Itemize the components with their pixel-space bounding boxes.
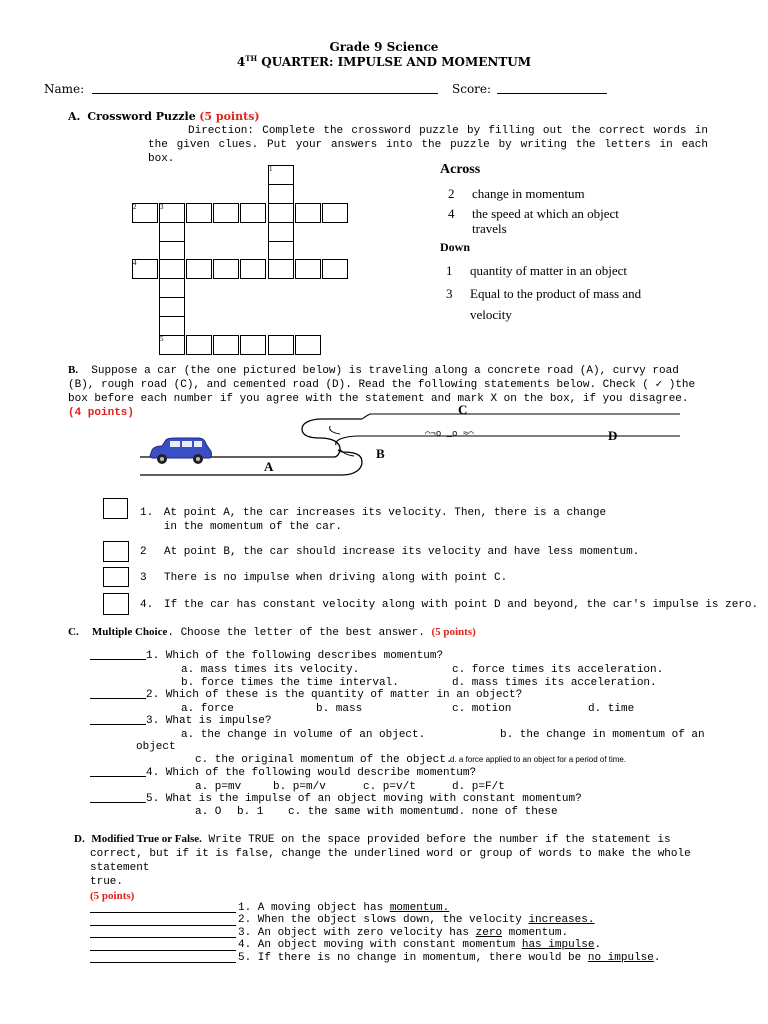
crossword-cell[interactable] bbox=[213, 203, 239, 223]
across-clue: 2 change in momentum bbox=[448, 186, 585, 201]
section-a-direction: Direction: Complete the crossword puzzle by filling out the correct words in the given clues. Put your answers into the puzzle by writing the letters in each box. bbox=[148, 125, 708, 165]
document-title: Grade 9 Science bbox=[329, 40, 439, 54]
question: 5. What is the impulse of an object moving with constant momentum? bbox=[146, 793, 582, 805]
clue-number: 4 bbox=[133, 259, 137, 267]
option[interactable]: d. mass times its acceleration. bbox=[452, 677, 657, 689]
answer-blank[interactable] bbox=[90, 724, 146, 725]
answer-blank[interactable] bbox=[90, 802, 146, 803]
section-a-heading: A. Crossword Puzzle (5 points) bbox=[68, 110, 260, 123]
crossword-cell[interactable] bbox=[268, 184, 294, 204]
crossword-cell[interactable] bbox=[322, 259, 348, 279]
question: 3. What is impulse? bbox=[146, 715, 272, 727]
option[interactable]: b. p=m/v bbox=[273, 781, 326, 793]
crossword-cell[interactable] bbox=[240, 335, 266, 355]
option[interactable]: b. the change in momentum of an bbox=[500, 729, 705, 741]
option[interactable]: a. O bbox=[195, 806, 222, 818]
section-c-heading: C. Multiple Choice. Choose the letter of the best answer. (5 points) bbox=[68, 626, 476, 639]
crossword-cell[interactable] bbox=[322, 203, 348, 223]
road-diagram bbox=[140, 400, 690, 490]
option[interactable]: a. the change in volume of an object. bbox=[181, 729, 426, 741]
option-wrap: object bbox=[136, 741, 176, 753]
option[interactable]: d. none of these bbox=[452, 806, 558, 818]
crossword-cell[interactable] bbox=[268, 335, 294, 355]
option[interactable]: b. mass bbox=[316, 703, 363, 715]
name-label: Name: bbox=[44, 82, 85, 96]
question: 4. Which of the following would describe momentum? bbox=[146, 767, 477, 779]
crossword-cell[interactable] bbox=[159, 241, 185, 261]
option[interactable]: c. motion bbox=[452, 703, 512, 715]
crossword-cell[interactable] bbox=[186, 259, 212, 279]
question: 2. Which of these is the quantity of matter in an object? bbox=[146, 689, 523, 701]
crossword-cell[interactable] bbox=[159, 222, 185, 242]
answer-blank[interactable] bbox=[90, 698, 146, 699]
option[interactable]: c. the original momentum of the object. bbox=[195, 754, 453, 766]
true-false-item: 5. If there is no change in momentum, there would be no impulse. bbox=[238, 952, 661, 964]
section-d-line-1: D. Modified True or False. Write TRUE on the space provided before the number if the statement is bbox=[74, 833, 671, 846]
option[interactable]: b. force times the time interval. bbox=[181, 677, 399, 689]
crossword-cell[interactable] bbox=[240, 259, 266, 279]
crossword-cell[interactable] bbox=[268, 222, 294, 242]
down-clue: 3 Equal to the product of mass and velocity bbox=[446, 286, 642, 322]
statement-4: 4. If the car has constant velocity along with point D and beyond, the car's impulse is zero. bbox=[140, 599, 759, 611]
crossword-cell[interactable] bbox=[295, 259, 321, 279]
answer-blank[interactable] bbox=[90, 912, 236, 913]
clue-number: 1 bbox=[269, 165, 273, 173]
crossword-cell[interactable] bbox=[295, 335, 321, 355]
down-title: Down bbox=[440, 240, 471, 254]
true-false-item: 2. When the object slows down, the velocity increases. bbox=[238, 914, 595, 926]
name-field[interactable] bbox=[92, 93, 438, 94]
crossword-cell[interactable] bbox=[213, 335, 239, 355]
crossword-clues bbox=[440, 162, 670, 325]
crossword-cell[interactable] bbox=[268, 259, 294, 279]
score-label: Score: bbox=[452, 82, 492, 96]
rough-road-marks: ⌒¬o _o ≈⌒ bbox=[425, 429, 474, 439]
answer-blank[interactable] bbox=[90, 962, 236, 963]
crossword-cell[interactable] bbox=[213, 259, 239, 279]
score-field[interactable] bbox=[497, 93, 607, 94]
option[interactable]: b. 1 bbox=[237, 806, 264, 818]
answer-blank[interactable] bbox=[90, 776, 146, 777]
clue-number: 5 bbox=[160, 335, 164, 343]
answer-blank[interactable] bbox=[90, 937, 236, 938]
clue-number: 2 bbox=[133, 203, 137, 211]
crossword-cell[interactable] bbox=[295, 203, 321, 223]
statement-checkbox[interactable] bbox=[103, 567, 129, 587]
statement-2: 2 At point B, the car should increase its velocity and have less momentum. bbox=[140, 546, 640, 558]
crossword-cell[interactable] bbox=[159, 278, 185, 298]
crossword-cell[interactable] bbox=[186, 203, 212, 223]
clue-number: 3 bbox=[160, 203, 164, 211]
road-label-d: D bbox=[608, 428, 618, 443]
true-false-item: 4. An object moving with constant momentum has impulse. bbox=[238, 939, 602, 951]
true-false-item: 3. An object with zero velocity has zero momentum. bbox=[238, 927, 569, 939]
crossword-cell[interactable] bbox=[159, 316, 185, 336]
option[interactable]: c. the same with momentum bbox=[288, 806, 454, 818]
across-clue: 4 the speed at which an object travels bbox=[448, 206, 619, 236]
section-b-text: B. Suppose a car (the one pictured below) is traveling along a concrete road (A), curvy road (B), rough road (C), and cemented road (D). Read the following statements below. Check ( ✓ )the box before each number if you agree with the statement and mark X on the box, if you disagree. (4 points) bbox=[68, 364, 696, 419]
statement-checkbox[interactable] bbox=[103, 498, 128, 519]
across-title: Across bbox=[440, 162, 481, 177]
option[interactable]: c. p=v/t bbox=[363, 781, 416, 793]
option[interactable]: a. mass times its velocity. bbox=[181, 664, 360, 676]
down-clue: 1 quantity of matter in an object bbox=[446, 263, 628, 278]
section-d-line-3: true. bbox=[90, 876, 124, 888]
option[interactable]: a. force bbox=[181, 703, 234, 715]
car-icon bbox=[150, 438, 212, 464]
option[interactable]: c. force times its acceleration. bbox=[452, 664, 664, 676]
statement-checkbox[interactable] bbox=[103, 593, 129, 615]
answer-blank[interactable] bbox=[90, 659, 146, 660]
question: 1. Which of the following describes momentum? bbox=[146, 650, 444, 662]
section-d-line-2: correct, but if it is false, change the underlined word or group of words to make the whole statement bbox=[90, 848, 691, 874]
crossword-cell[interactable] bbox=[240, 203, 266, 223]
option[interactable]: d. time bbox=[588, 703, 635, 715]
answer-blank[interactable] bbox=[90, 950, 236, 951]
road-label-c: C bbox=[458, 402, 468, 417]
crossword-cell[interactable] bbox=[186, 335, 212, 355]
road-label-a: A bbox=[264, 459, 274, 474]
road-label-b: B bbox=[376, 446, 385, 461]
statement-1: 1. At point A, the car increases its velocity. Then, there is a change in the momentum of the car. bbox=[140, 507, 607, 533]
answer-blank[interactable] bbox=[90, 925, 236, 926]
section-d-points: (5 points) bbox=[90, 890, 135, 902]
crossword-cell[interactable] bbox=[159, 297, 185, 317]
statement-3: 3 There is no impulse when driving along with point C. bbox=[140, 572, 508, 584]
crossword-cell[interactable] bbox=[159, 259, 185, 279]
option[interactable]: a. p=mv bbox=[195, 781, 242, 793]
document-subtitle: 4TH QUARTER: IMPULSE AND MOMENTUM bbox=[236, 54, 532, 69]
crossword-cell[interactable] bbox=[268, 203, 294, 223]
section-d-text bbox=[74, 832, 722, 904]
crossword-cell[interactable] bbox=[268, 241, 294, 261]
true-false-item: 1. A moving object has momentum. bbox=[238, 902, 450, 914]
option[interactable]: d. a force applied to an object for a period of time. bbox=[450, 755, 627, 764]
option[interactable]: d. p=F/t bbox=[452, 781, 505, 793]
statement-checkbox[interactable] bbox=[103, 541, 129, 562]
